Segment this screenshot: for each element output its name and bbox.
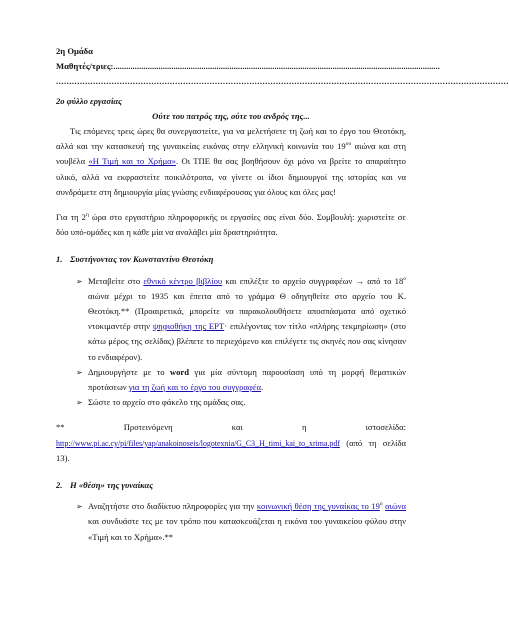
dots-separator: ...........................................................................................................................................................................: [56, 76, 509, 87]
students-dots: ........................................................................................................................................................: [113, 61, 440, 72]
section2-heading: 2. Η «θέση» της γυναίκας: [56, 480, 154, 491]
worksheet-page: [56, 44, 509, 545]
arrow-bullet-icon: ➢: [76, 398, 83, 408]
section1-list: [56, 274, 406, 411]
worksheet-subtitle: Ούτε του πατρός της, ούτε του ανδρός της...: [152, 110, 310, 121]
arrow-bullet-icon: ➢: [76, 367, 83, 377]
women-position-link[interactable]: κοινωνική θέση της γυναίκας το 19: [256, 501, 380, 512]
section2-list: [56, 499, 406, 545]
students-line: [56, 59, 440, 74]
note-url-line: http://www.pi.ac.cy/pi/files/yap/anakoinoseis/logotexnia/G_C3_H_timi_kai_to_xrima.pdf (από τη σελίδα 13).: [56, 437, 406, 463]
students-label: Μαθητές/τριες:: [56, 61, 114, 72]
list-item: ➢ Δημιουργήστε με το word για μία σύντομη παρουσίαση υπό τη μορφή θεματικών προτάσεων για τη ζωή και το έργο του συγγραφέα.: [76, 366, 406, 393]
ert-archive-link[interactable]: ψηφιοθήκη της ΕΡΤ: [152, 321, 225, 332]
list-item: ➢ Σώστε το αρχείο στο φάκελο της ομάδας σας.: [76, 395, 406, 410]
life-work-link[interactable]: για τη ζωή και το έργο του συγγραφέα: [128, 382, 261, 393]
century-link[interactable]: αιώνα: [385, 501, 406, 512]
suggested-site-link[interactable]: http://www.pi.ac.cy/pi/files/yap/anakoinoseis/logotexnia/G_C3_H_timi_kai_to_xrima.pdf: [56, 438, 340, 448]
section1-heading: 1. Συστήνοντας τον Κωνσταντίνο Θεοτόκη: [56, 254, 214, 265]
intro-paragraph: Τις επόμενες τρεις ώρες θα συνεργαστείτε, για να μελετήσετε τη ζωή και το έργο του Θεοτόκη, αλλά και την κατασκευή της γυναικείας εικόνας στην ελληνική κοινωνία του $19^{o\upsilon}$ αιώνα και στη νουβέλα «Η Τιμή και το Χρήμα». Οι ΤΠΕ θα σας βοηθήσουν όχι μόνο να βρείτε το απαραίτητο υλικό, αλλά να εκφραστείτε ποικιλότροπα, να γίνετε οι ίδιοι δημιουργοί της ιστορίας και να συνδράμετε στη δημιουργία μίας γνώσης ενδιαφέρουσας για όλους και όλες μας!: [56, 126, 406, 197]
worksheet-title: 2ο φύλλο εργασίας: [56, 95, 122, 106]
list-item: ➢ Μεταβείτε στο εθνικό κέντρο βιβλίου και επιλέξτε το αρχείο συγγραφέων → από το $18^o$ αιώνα μέχρι το 1935 και έπειτα από το γράμμα Θ οδηγηθείτε στο αρχείο του Κ. Θεοτόκη.** (Προαιρετικά, μπορείτε να παρακολουθήσετε αποσπάσματα από σχετικό ντοκιμαντέρ στην ψηφιοθήκη της ΕΡΤ· επιλέγοντας τον τίτλο «πλήρης τεκμηρίωση» (στο κάτω μέρος της σελίδας) βλέπετε το περιεχόμενο και επιλέγετε τις σκηνές που σας κίνησαν το ενδιαφέρον).: [76, 275, 406, 362]
lab-paragraph: Για τη $2^\eta$ ώρα στο εργαστήριο πληροφορικής οι εργασίες σας είναι δύο. Συμβουλή: χωριστείτε σε δύο υπό-ομάδες και η κάθε μία να αναλάβει μία δραστηριότητα.: [56, 212, 406, 238]
list-item: ➢ Αναζητήστε στο διαδίκτυο πληροφορίες για την κοινωνική θέση της γυναίκας το $19^o$ αιώνα και συνδυάστε τες με τον τρόπο που κατασκευάζεται η εικόνα του γυναικείου φύλου στην «Τιμή και το Χρήμα».**: [76, 501, 406, 542]
book-centre-link[interactable]: εθνικό κέντρο βιβλίου: [143, 275, 223, 286]
arrow-bullet-icon: ➢: [76, 276, 83, 286]
group-label: 2η Ομάδα: [56, 46, 93, 56]
arrow-bullet-icon: ➢: [76, 502, 83, 512]
note-line: ** Προτεινόμενη και η ιστοσελίδα:: [56, 422, 406, 433]
novel-link[interactable]: «Η Τιμή και το Χρήμα»: [88, 156, 176, 167]
